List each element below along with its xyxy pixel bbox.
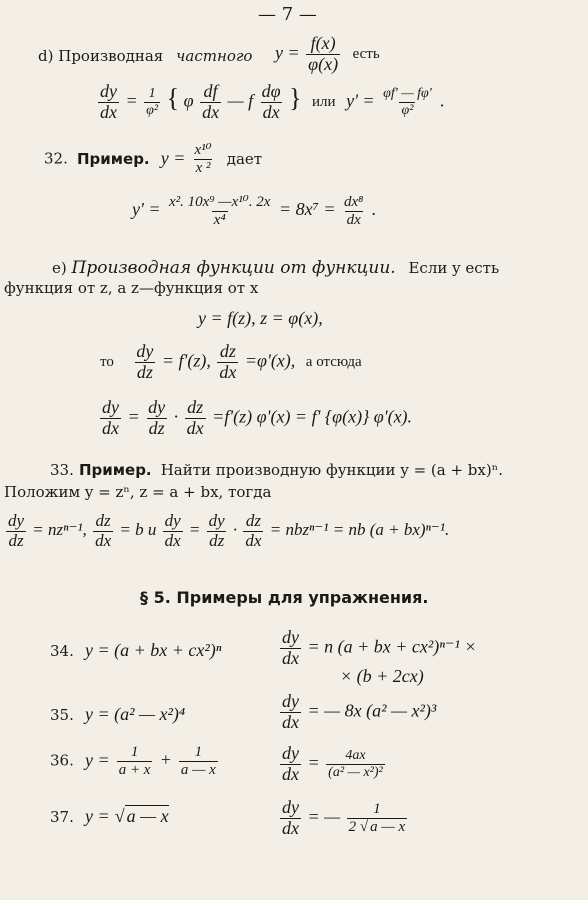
phi-symbol: φ bbox=[183, 90, 194, 111]
minus-equals: = — bbox=[307, 806, 341, 827]
mid-expression: = 8x⁷ = bbox=[278, 199, 336, 220]
exercise-number: 35. bbox=[50, 706, 74, 724]
sqrt-symbol: √ bbox=[359, 818, 369, 835]
dy-dx-fraction bbox=[98, 82, 119, 123]
fraction-2 bbox=[179, 744, 218, 778]
dx-text: dx bbox=[245, 530, 262, 550]
final-numerator: dx⁸ bbox=[344, 194, 364, 210]
dy-text: dy bbox=[282, 797, 299, 817]
dz-text: dz bbox=[136, 361, 153, 382]
exercise-answer: = n (a + bx + cx²)ⁿ⁻¹ × bbox=[307, 636, 477, 657]
dy-text: dy bbox=[282, 627, 299, 647]
chain-rule-formula: $\frac{dy}{dx}$ = $\frac{dy}{dz}$ · $\frac{dz}{dx}$ =f'(z) φ'(x) = f' {φ(x)} φ'(x). bbox=[102, 397, 413, 438]
final-fraction bbox=[342, 194, 365, 228]
exercise-number: 34. bbox=[50, 642, 74, 660]
r3-eq: = bbox=[188, 520, 201, 540]
den-coefficient: 2 bbox=[348, 818, 357, 835]
dx-text: dx bbox=[186, 417, 204, 438]
exercise-36 bbox=[50, 744, 220, 778]
example-33-line1 bbox=[50, 460, 503, 479]
dz-text: dz bbox=[8, 530, 24, 550]
hence-word: а отсюда bbox=[305, 354, 362, 371]
fraction-numerator: 1 bbox=[130, 744, 139, 760]
big-numerator: x². 10x⁹ —x¹⁰. 2x bbox=[169, 194, 271, 210]
minus-f: — f bbox=[227, 90, 254, 111]
exercise-function: y = (a + bx + cx²)ⁿ bbox=[84, 640, 222, 660]
exercise-34-answer-cont: × (b + 2cx) bbox=[340, 666, 424, 686]
example-title: Пример. bbox=[78, 461, 152, 479]
r2-eq: = b и bbox=[119, 520, 157, 540]
alt-den: φ² bbox=[401, 102, 414, 118]
exercise-number: 36. bbox=[50, 751, 74, 770]
fraction-denominator: a + x bbox=[118, 761, 151, 778]
dz-dx-fraction bbox=[243, 512, 263, 550]
dy-text: dy bbox=[148, 397, 166, 417]
exercise-answer: = — 8x (a² — x²)³ bbox=[307, 700, 437, 721]
fraction-denominator: φ(x) bbox=[308, 53, 339, 74]
r1-eq: = nzⁿ⁻¹, bbox=[32, 520, 87, 540]
coef-fraction bbox=[144, 86, 160, 118]
exercise-function: y = (a² — x²)⁴ bbox=[84, 704, 186, 724]
dz-text: dz bbox=[148, 417, 165, 438]
sqrt-symbol: √ bbox=[114, 806, 125, 826]
exercise-35 bbox=[50, 704, 185, 725]
example-title: Пример. bbox=[76, 149, 150, 168]
section-d-intro bbox=[38, 47, 252, 65]
dy-dx-fraction bbox=[280, 692, 301, 733]
y-eq: y = bbox=[160, 147, 186, 168]
chain-end: =f'(z) φ'(x) = f' {φ(x)} φ'(x). bbox=[212, 406, 413, 427]
dy-dx-fraction bbox=[280, 744, 301, 785]
section-e-label: e) bbox=[52, 259, 67, 277]
fraction-numerator: 1 bbox=[194, 744, 203, 760]
y-eq: y = bbox=[84, 806, 110, 826]
dz-text: dz bbox=[219, 341, 236, 361]
section-e-line2: функция от z, а z—функция от x bbox=[4, 279, 259, 297]
fraction-denominator: x ² bbox=[195, 159, 211, 176]
page-number: — 7 — bbox=[258, 4, 317, 25]
df-text: df bbox=[203, 81, 218, 101]
dy-dz-fraction bbox=[146, 398, 167, 439]
dx-text: dx bbox=[219, 361, 237, 382]
exercise-37-answer bbox=[278, 798, 409, 839]
dy-text: dy bbox=[136, 341, 154, 361]
section-e-rest: Если y есть bbox=[408, 259, 500, 277]
brace-open: { bbox=[166, 83, 180, 113]
y-prime-eq: y' = bbox=[346, 90, 375, 111]
dy-dx-fraction bbox=[280, 628, 301, 669]
brace-close: } bbox=[289, 83, 302, 113]
example-number: 32. bbox=[44, 149, 68, 168]
formula-lhs: y = bbox=[275, 42, 300, 63]
big-denominator: x⁴ bbox=[213, 211, 226, 228]
dx-text: dx bbox=[282, 763, 299, 784]
coef-num: 1 bbox=[148, 86, 156, 102]
chain-derivatives bbox=[100, 342, 362, 383]
section-e-line1 bbox=[52, 258, 499, 278]
dy-text: dy bbox=[102, 397, 119, 417]
exercise-34-answer bbox=[278, 628, 477, 669]
dz-dx-fraction bbox=[185, 398, 206, 439]
example-33-task: Найти производную функции y = (a + bx)ⁿ. bbox=[160, 461, 503, 479]
alt-num: φf' — fφ' bbox=[383, 86, 432, 102]
alt-fraction bbox=[381, 86, 434, 118]
dy-dx-fraction bbox=[100, 398, 121, 439]
gives-word: дает bbox=[226, 149, 263, 168]
dx-text: dx bbox=[95, 530, 112, 550]
quotient-rule-formula bbox=[96, 82, 445, 123]
dz-dx-fraction bbox=[217, 342, 238, 383]
example-33-line2: Положим y = zⁿ, z = a + bx, тогда bbox=[4, 483, 272, 501]
fraction-denominator: (a² — x²)² bbox=[328, 764, 383, 780]
answer-fraction bbox=[347, 801, 407, 835]
dz-text: dz bbox=[187, 397, 204, 417]
exercise-number: 37. bbox=[50, 808, 74, 826]
eq-phi: =φ'(x), bbox=[244, 350, 296, 371]
then-word: то bbox=[100, 354, 114, 371]
equals-sign: = bbox=[307, 752, 320, 773]
example-32-fraction bbox=[192, 142, 213, 176]
dx-text: dx bbox=[282, 817, 299, 838]
dy-dx-fraction bbox=[163, 512, 183, 550]
period: . bbox=[371, 199, 377, 220]
example-number: 33. bbox=[50, 461, 74, 479]
big-fraction bbox=[167, 194, 272, 228]
dx-text: dx bbox=[102, 417, 119, 438]
dy-text: dy bbox=[282, 691, 299, 711]
dy-dz-fraction bbox=[6, 512, 26, 550]
section-d-label: d) bbox=[38, 47, 54, 65]
exercise-36-answer bbox=[278, 744, 387, 785]
dx-text: dx bbox=[164, 530, 181, 550]
dy-text: dy bbox=[8, 511, 25, 530]
dy-text: dy bbox=[208, 511, 225, 530]
dphi-text: dφ bbox=[261, 81, 281, 101]
eq-fz: = f'(z), bbox=[161, 350, 211, 371]
dphi-dx-fraction bbox=[260, 82, 283, 123]
dy-dz-fraction bbox=[207, 512, 227, 550]
fraction-1 bbox=[117, 744, 153, 778]
section-d-est: есть bbox=[352, 46, 380, 63]
answer-fraction bbox=[326, 748, 385, 780]
equals-sign: = bbox=[125, 90, 138, 111]
section-e-title: Производная функции от функции. bbox=[71, 258, 396, 278]
fraction-numerator: f(x) bbox=[310, 33, 336, 53]
plus-sign: + bbox=[159, 749, 172, 770]
dy-dx-fraction bbox=[280, 798, 301, 839]
example-32-header bbox=[44, 142, 262, 176]
r4-eq: = nbzⁿ⁻¹ = nb (a + bx)ⁿ⁻¹. bbox=[269, 520, 450, 540]
y-eq: y = bbox=[84, 749, 110, 770]
dx-text: dx bbox=[100, 101, 117, 122]
dy-text: dy bbox=[282, 743, 299, 763]
dz-dx-fraction bbox=[93, 512, 113, 550]
fraction-numerator: 1 bbox=[373, 801, 381, 818]
dx-text: dx bbox=[262, 101, 280, 122]
fraction-denominator bbox=[347, 818, 407, 836]
coef-den: φ² bbox=[146, 102, 159, 118]
final-denominator: dx bbox=[346, 211, 361, 228]
dz-text: dz bbox=[209, 530, 225, 550]
section-d-text: Производная bbox=[58, 47, 164, 65]
exercise-37 bbox=[50, 806, 169, 827]
exercise-35-answer bbox=[278, 692, 436, 733]
sqrt-body: a — x bbox=[126, 806, 169, 826]
dx-text: dx bbox=[282, 711, 299, 732]
dy-text: dy bbox=[164, 511, 181, 530]
fraction-denominator: a — x bbox=[180, 761, 216, 778]
or-word: или bbox=[312, 94, 336, 111]
period: . bbox=[440, 90, 445, 111]
dy-dz-fraction bbox=[134, 342, 155, 383]
composition-formula: y = f(z), z = φ(x), bbox=[198, 308, 323, 328]
quotient-fraction bbox=[306, 34, 340, 75]
dx-text: dx bbox=[282, 647, 299, 668]
dz-text: dz bbox=[95, 511, 111, 530]
example-32-result bbox=[132, 194, 376, 228]
dx-text: dx bbox=[202, 101, 220, 122]
example-33-derivatives: $\frac{dy}{dz}$ = nzⁿ⁻¹, $\frac{dz}{dx}$ = b и $\frac{dy}{dx}$ = $\frac{dy}{dz}$ · $\frac{dz}{dx}$ = nbzⁿ⁻¹ = nb (a + bx)ⁿ⁻¹. bbox=[8, 511, 450, 550]
fraction-numerator: 4ax bbox=[345, 748, 366, 764]
dz-text: dz bbox=[245, 511, 261, 530]
fraction-numerator: x¹⁰ bbox=[194, 142, 212, 158]
sqrt-body: a — x bbox=[370, 818, 406, 835]
df-dx-fraction bbox=[200, 82, 221, 123]
dy-text: dy bbox=[100, 81, 117, 101]
exercise-34 bbox=[50, 640, 221, 661]
y-prime-eq: y' = bbox=[132, 199, 161, 220]
section-d-italic: частного bbox=[176, 47, 253, 65]
section-d-formula bbox=[275, 34, 380, 75]
section-5-heading: § 5. Примеры для упражнения. bbox=[140, 588, 429, 607]
